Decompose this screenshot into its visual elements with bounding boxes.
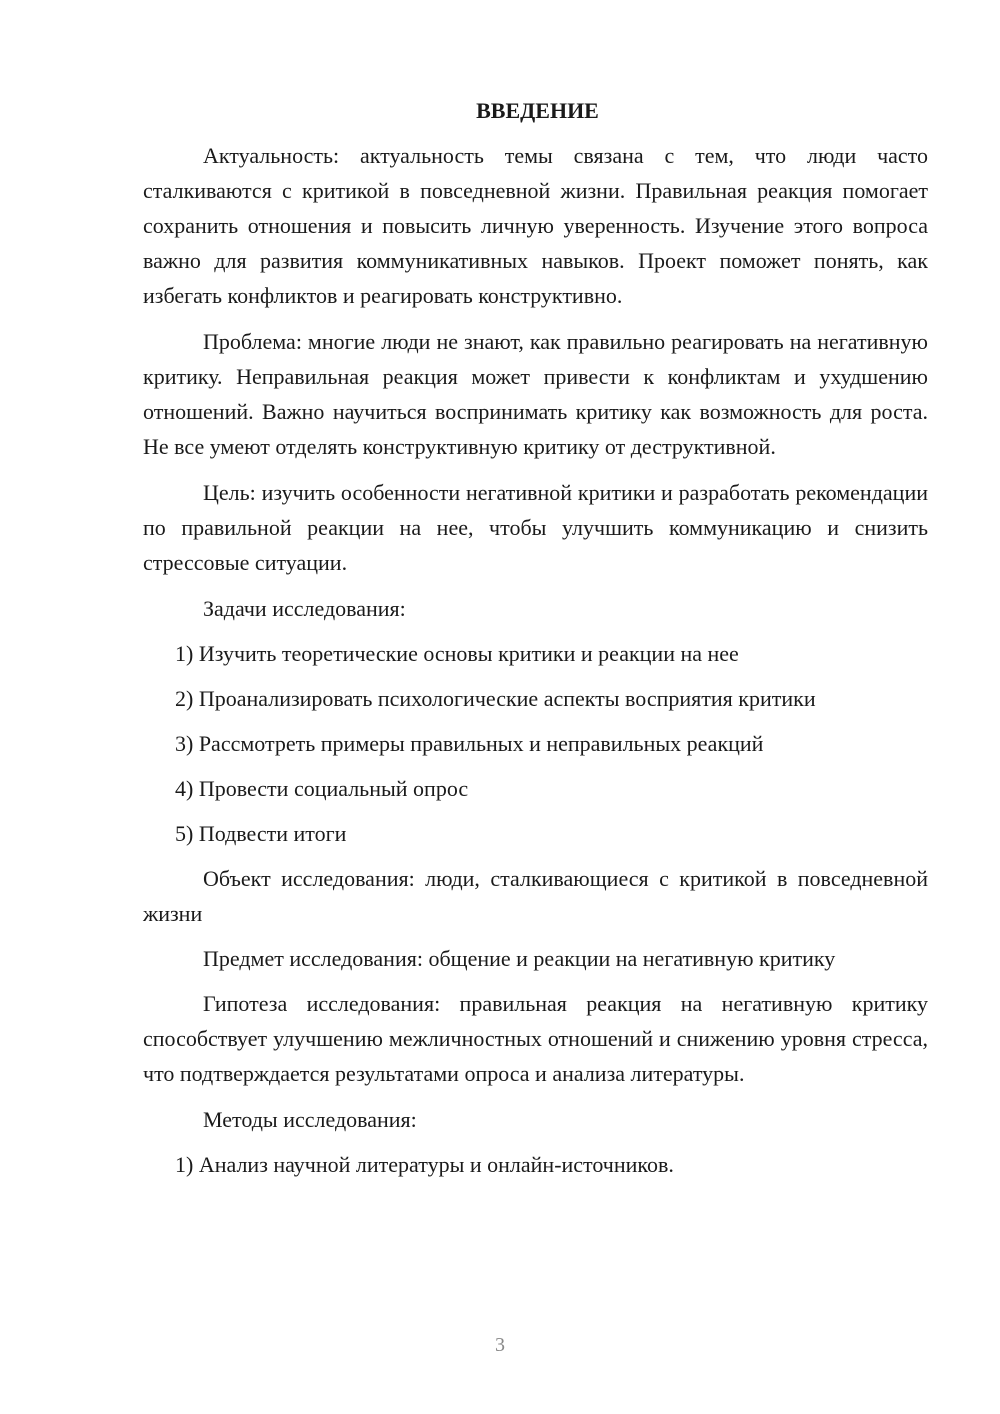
page-number: 3 bbox=[495, 1334, 505, 1356]
paragraph-relevance: Актуальность: актуальность темы связана с тем, что люди часто сталкиваются с критикой в повседневной жизни. Правильная реакция помогает сохранить отношения и повысить личную уверенность. Изучение этого вопроса важно для развития коммуникативных навыков. Проект поможет понять, как избегать конфликтов и реагировать конструктивно. bbox=[143, 143, 928, 308]
methods-list bbox=[143, 1147, 928, 1182]
list-item: 1) Изучить теоретические основы критики и реакции на нее bbox=[175, 641, 739, 666]
list-item: 2) Проанализировать психологические аспекты восприятия критики bbox=[175, 686, 816, 711]
tasks-list bbox=[143, 636, 928, 851]
paragraph-object: Объект исследования: люди, сталкивающиеся с критикой в повседневной жизни bbox=[143, 866, 928, 926]
list-item: 5) Подвести итоги bbox=[175, 821, 347, 846]
document-page bbox=[143, 96, 928, 1192]
section-title: ВВЕДЕНИЕ bbox=[476, 98, 599, 123]
tasks-heading: Задачи исследования: bbox=[203, 596, 406, 621]
paragraph-subject: Предмет исследования: общение и реакции на негативную критику bbox=[203, 946, 836, 971]
paragraph-hypothesis: Гипотеза исследования: правильная реакция на негативную критику способствует улучшению межличностных отношений и снижению уровня стресса, что подтверждается результатами опроса и анализа литературы. bbox=[143, 991, 928, 1086]
list-item: 3) Рассмотреть примеры правильных и неправильных реакций bbox=[175, 731, 764, 756]
list-item: 4) Провести социальный опрос bbox=[175, 776, 469, 801]
paragraph-goal: Цель: изучить особенности негативной критики и разработать рекомендации по правильной реакции на нее, чтобы улучшить коммуникацию и снизить стрессовые ситуации. bbox=[143, 480, 928, 575]
methods-heading: Методы исследования: bbox=[203, 1107, 417, 1132]
list-item: 1) Анализ научной литературы и онлайн-источников. bbox=[175, 1152, 674, 1177]
paragraph-problem: Проблема: многие люди не знают, как правильно реагировать на негативную критику. Неправильная реакция может привести к конфликтам и ухудшению отношений. Важно научиться воспринимать критику как возможность для роста. Не все умеют отделять конструктивную критику от деструктивной. bbox=[143, 329, 928, 459]
